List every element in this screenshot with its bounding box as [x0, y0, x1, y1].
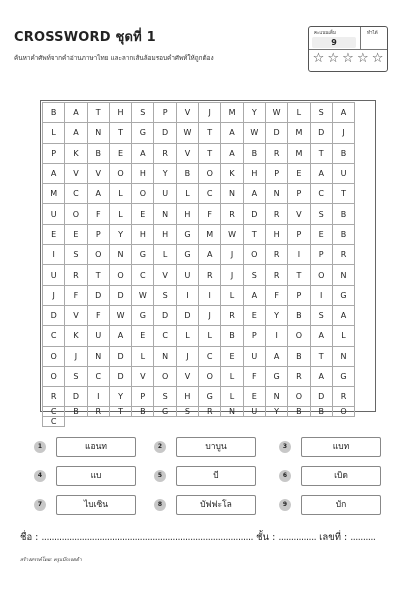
- grid-cell[interactable]: P: [43, 144, 65, 164]
- grid-cell[interactable]: B: [43, 103, 65, 123]
- grid-cell[interactable]: G: [132, 245, 154, 265]
- grid-cell[interactable]: F: [199, 204, 221, 224]
- grid-cell[interactable]: H: [266, 225, 288, 245]
- word-clue: แบ: [56, 466, 136, 486]
- grid-cell[interactable]: J: [221, 245, 243, 265]
- word-clue: บัก: [301, 495, 381, 515]
- score-box: [308, 26, 388, 72]
- grid-cell[interactable]: V: [177, 144, 199, 164]
- grid-cell[interactable]: C: [154, 326, 176, 346]
- grid-cell[interactable]: P: [311, 245, 333, 265]
- grid-cell[interactable]: I: [311, 286, 333, 306]
- grid-cell[interactable]: R: [221, 306, 243, 326]
- grid-cell[interactable]: B: [132, 407, 154, 417]
- word-clue: บี: [176, 466, 256, 486]
- grid-cell[interactable]: B: [221, 326, 243, 346]
- grid-cell[interactable]: E: [43, 225, 65, 245]
- grid-cell[interactable]: U: [154, 184, 176, 204]
- grid-cell[interactable]: I: [199, 286, 221, 306]
- grid-cell[interactable]: E: [65, 225, 87, 245]
- grid-cell[interactable]: L: [199, 326, 221, 346]
- grid-cell[interactable]: U: [244, 407, 266, 417]
- grid-cell[interactable]: L: [110, 204, 132, 224]
- grid-cell[interactable]: D: [177, 306, 199, 326]
- grid-cell[interactable]: O: [43, 367, 65, 387]
- grid-cell[interactable]: L: [333, 326, 355, 346]
- grid-cell[interactable]: P: [266, 164, 288, 184]
- grid-cell[interactable]: K: [221, 164, 243, 184]
- grid-cell[interactable]: A: [88, 184, 110, 204]
- grid-cell[interactable]: P: [132, 387, 154, 407]
- star-icon[interactable]: ☆: [327, 51, 340, 66]
- grid-cell[interactable]: D: [266, 123, 288, 143]
- grid-cell[interactable]: D: [110, 367, 132, 387]
- grid-cell[interactable]: A: [333, 306, 355, 326]
- grid-cell[interactable]: E: [132, 204, 154, 224]
- grid-cell[interactable]: T: [311, 347, 333, 367]
- grid-cell[interactable]: E: [311, 225, 333, 245]
- grid-cell[interactable]: C: [43, 407, 65, 417]
- star-rating: [311, 51, 385, 67]
- grid-cell[interactable]: I: [177, 286, 199, 306]
- grid-cell[interactable]: B: [288, 306, 310, 326]
- grid-cell[interactable]: H: [132, 225, 154, 245]
- grid-cell[interactable]: V: [65, 164, 87, 184]
- grid-cell[interactable]: I: [88, 387, 110, 407]
- grid-cell[interactable]: I: [43, 245, 65, 265]
- grid-cell[interactable]: C: [311, 184, 333, 204]
- grid-cell[interactable]: Y: [110, 225, 132, 245]
- grid-cell[interactable]: A: [65, 103, 87, 123]
- grid-cell[interactable]: T: [199, 123, 221, 143]
- grid-cell[interactable]: E: [244, 387, 266, 407]
- grid-cell[interactable]: T: [199, 144, 221, 164]
- grid-cell[interactable]: G: [177, 245, 199, 265]
- grid-cell[interactable]: L: [43, 123, 65, 143]
- grid-cell[interactable]: H: [244, 164, 266, 184]
- grid-cell[interactable]: N: [110, 245, 132, 265]
- word-clue: บัฟฟะโล: [176, 495, 256, 515]
- grid-cell[interactable]: P: [288, 225, 310, 245]
- grid-cell[interactable]: B: [244, 144, 266, 164]
- grid-cell[interactable]: O: [311, 265, 333, 285]
- star-icon[interactable]: ☆: [356, 51, 369, 66]
- grid-cell[interactable]: R: [221, 204, 243, 224]
- grid-cell[interactable]: D: [154, 306, 176, 326]
- grid-cell[interactable]: M: [199, 225, 221, 245]
- grid-cell[interactable]: L: [177, 326, 199, 346]
- grid-cell[interactable]: F: [88, 204, 110, 224]
- grid-cell[interactable]: C: [65, 184, 87, 204]
- grid-cell[interactable]: U: [88, 326, 110, 346]
- grid-cell[interactable]: B: [333, 225, 355, 245]
- grid-cell[interactable]: T: [110, 407, 132, 417]
- grid-cell[interactable]: P: [244, 326, 266, 346]
- grid-cell[interactable]: V: [65, 306, 87, 326]
- grid-cell[interactable]: A: [333, 103, 355, 123]
- grid-cell[interactable]: A: [244, 184, 266, 204]
- grid-cell[interactable]: E: [110, 144, 132, 164]
- grid-cell[interactable]: Y: [266, 306, 288, 326]
- grid-cell[interactable]: C: [88, 367, 110, 387]
- grid-cell[interactable]: Y: [266, 407, 288, 417]
- grid-cell[interactable]: R: [154, 144, 176, 164]
- word-number-badge: 5: [154, 470, 166, 482]
- grid-cell[interactable]: M: [288, 123, 310, 143]
- grid-cell[interactable]: K: [65, 144, 87, 164]
- star-icon[interactable]: ☆: [371, 51, 384, 66]
- grid-cell[interactable]: N: [221, 407, 243, 417]
- grid-cell[interactable]: T: [88, 103, 110, 123]
- grid-cell[interactable]: L: [132, 347, 154, 367]
- grid-cell[interactable]: M: [221, 103, 243, 123]
- grid-cell[interactable]: M: [43, 184, 65, 204]
- grid-cell[interactable]: R: [333, 387, 355, 407]
- class-label: ชั้น :: [256, 532, 276, 543]
- grid-cell[interactable]: N: [154, 347, 176, 367]
- grid-cell[interactable]: H: [177, 204, 199, 224]
- grid-cell[interactable]: B: [288, 347, 310, 367]
- grid-cell[interactable]: R: [199, 407, 221, 417]
- grid-cell[interactable]: L: [221, 367, 243, 387]
- grid-cell[interactable]: O: [333, 407, 355, 417]
- grid-cell[interactable]: G: [333, 367, 355, 387]
- grid-cell[interactable]: J: [333, 123, 355, 143]
- grid-cell[interactable]: I: [266, 326, 288, 346]
- grid-cell[interactable]: F: [65, 286, 87, 306]
- grid-cell[interactable]: F: [88, 306, 110, 326]
- word-clue: ไบเซิน: [56, 495, 136, 515]
- grid-cell[interactable]: C: [43, 326, 65, 346]
- grid-cell[interactable]: U: [177, 265, 199, 285]
- credit-text: สร้างสรรค์โดย: ครูแบ๊กเจตต้า: [20, 558, 82, 563]
- grid-cell[interactable]: L: [154, 245, 176, 265]
- grid-cell[interactable]: A: [221, 144, 243, 164]
- grid-cell[interactable]: B: [311, 407, 333, 417]
- grid-cell[interactable]: D: [110, 286, 132, 306]
- grid-cell[interactable]: B: [333, 204, 355, 224]
- grid-cell[interactable]: W: [266, 103, 288, 123]
- grid-cell[interactable]: O: [110, 265, 132, 285]
- grid-cell[interactable]: L: [221, 387, 243, 407]
- grid-cell[interactable]: G: [177, 225, 199, 245]
- star-icon[interactable]: ☆: [342, 51, 354, 66]
- grid-cell[interactable]: S: [244, 265, 266, 285]
- grid-cell[interactable]: L: [221, 286, 243, 306]
- grid-cell[interactable]: N: [333, 265, 355, 285]
- word-number-badge: 3: [279, 441, 291, 453]
- grid-cell[interactable]: T: [311, 144, 333, 164]
- grid-cell[interactable]: N: [221, 184, 243, 204]
- full-score-value: 9: [312, 37, 356, 48]
- grid-cell[interactable]: A: [266, 347, 288, 367]
- word-number-badge: 4: [34, 470, 46, 482]
- student-info-line: [20, 530, 388, 545]
- grid-cell[interactable]: O: [110, 164, 132, 184]
- grid-cell[interactable]: R: [43, 387, 65, 407]
- grid-cell[interactable]: B: [88, 144, 110, 164]
- grid-cell[interactable]: D: [154, 123, 176, 143]
- grid-cell[interactable]: P: [88, 225, 110, 245]
- grid-cell[interactable]: C: [43, 417, 65, 427]
- grid-cell[interactable]: S: [177, 407, 199, 417]
- grid-cell[interactable]: C: [132, 265, 154, 285]
- grid-cell[interactable]: V: [177, 103, 199, 123]
- word-number-badge: 6: [279, 470, 291, 482]
- grid-cell[interactable]: D: [43, 306, 65, 326]
- grid-cell[interactable]: H: [177, 387, 199, 407]
- grid-cell[interactable]: R: [65, 265, 87, 285]
- grid-cell[interactable]: L: [110, 184, 132, 204]
- word-search-grid: [42, 102, 355, 427]
- grid-cell[interactable]: J: [221, 265, 243, 285]
- grid-cell[interactable]: R: [199, 265, 221, 285]
- grid-cell[interactable]: C: [199, 347, 221, 367]
- grid-cell[interactable]: F: [244, 367, 266, 387]
- score-divider: [360, 27, 361, 49]
- grid-cell[interactable]: D: [311, 387, 333, 407]
- grid-cell[interactable]: V: [288, 204, 310, 224]
- grid-cell[interactable]: R: [266, 204, 288, 224]
- word-clue: แอนท: [56, 437, 136, 457]
- grid-cell[interactable]: U: [244, 347, 266, 367]
- word-number-badge: 7: [34, 499, 46, 511]
- grid-cell[interactable]: O: [199, 164, 221, 184]
- grid-cell[interactable]: D: [311, 123, 333, 143]
- grid-cell[interactable]: Y: [244, 103, 266, 123]
- grid-cell[interactable]: S: [311, 204, 333, 224]
- grid-cell[interactable]: O: [288, 387, 310, 407]
- grid-cell[interactable]: L: [288, 103, 310, 123]
- grid-cell[interactable]: J: [65, 347, 87, 367]
- word-clue: แบท: [301, 437, 381, 457]
- grid-cell[interactable]: V: [154, 265, 176, 285]
- grid-cell[interactable]: T: [288, 265, 310, 285]
- grid-cell[interactable]: B: [177, 164, 199, 184]
- class-field[interactable]: ...............: [278, 532, 317, 543]
- grid-cell[interactable]: A: [221, 123, 243, 143]
- grid-cell[interactable]: A: [199, 245, 221, 265]
- name-field[interactable]: ....................................................................................: [41, 532, 254, 543]
- grid-cell[interactable]: A: [110, 326, 132, 346]
- grid-cell[interactable]: P: [288, 286, 310, 306]
- grid-cell[interactable]: E: [221, 347, 243, 367]
- grid-cell[interactable]: V: [88, 164, 110, 184]
- grid-cell[interactable]: H: [154, 225, 176, 245]
- word-number-badge: 2: [154, 441, 166, 453]
- full-score-label: คะแนนเต็ม: [314, 31, 336, 36]
- grid-cell[interactable]: U: [43, 265, 65, 285]
- grid-cell[interactable]: P: [288, 184, 310, 204]
- grid-cell[interactable]: E: [244, 306, 266, 326]
- grid-cell[interactable]: N: [88, 347, 110, 367]
- grid-cell[interactable]: A: [65, 123, 87, 143]
- grid-cell[interactable]: S: [154, 387, 176, 407]
- grid-cell[interactable]: A: [244, 286, 266, 306]
- grid-cell[interactable]: G: [266, 367, 288, 387]
- worksheet-title: CROSSWORD ชุดที่ 1: [14, 30, 156, 45]
- grid-cell[interactable]: N: [88, 123, 110, 143]
- grid-cell[interactable]: N: [266, 387, 288, 407]
- grid-cell[interactable]: S: [132, 103, 154, 123]
- grid-cell[interactable]: W: [221, 225, 243, 245]
- grid-cell[interactable]: L: [177, 184, 199, 204]
- grid-cell[interactable]: O: [244, 245, 266, 265]
- grid-cell[interactable]: S: [65, 367, 87, 387]
- grid-cell[interactable]: S: [311, 103, 333, 123]
- grid-cell[interactable]: O: [154, 367, 176, 387]
- grid-cell[interactable]: A: [311, 164, 333, 184]
- grid-cell[interactable]: D: [88, 286, 110, 306]
- grid-cell[interactable]: U: [43, 204, 65, 224]
- grid-cell[interactable]: J: [177, 347, 199, 367]
- grid-cell[interactable]: W: [110, 306, 132, 326]
- grid-cell[interactable]: A: [43, 164, 65, 184]
- grid-cell[interactable]: A: [132, 144, 154, 164]
- grid-cell[interactable]: J: [199, 306, 221, 326]
- grid-cell[interactable]: T: [244, 225, 266, 245]
- grid-cell[interactable]: I: [288, 245, 310, 265]
- grid-cell[interactable]: N: [333, 347, 355, 367]
- grid-cell[interactable]: V: [177, 367, 199, 387]
- grid-cell[interactable]: R: [266, 144, 288, 164]
- number-field[interactable]: ..........: [350, 532, 376, 543]
- grid-cell[interactable]: J: [43, 286, 65, 306]
- grid-cell[interactable]: K: [65, 326, 87, 346]
- grid-cell[interactable]: O: [199, 367, 221, 387]
- grid-cell[interactable]: R: [266, 265, 288, 285]
- star-icon[interactable]: ☆: [312, 51, 325, 66]
- grid-cell[interactable]: G: [132, 123, 154, 143]
- grid-cell[interactable]: T: [88, 265, 110, 285]
- grid-cell[interactable]: J: [199, 103, 221, 123]
- score-separator: [309, 49, 387, 50]
- word-clue: เบิด: [301, 466, 381, 486]
- grid-cell[interactable]: R: [88, 407, 110, 417]
- word-number-badge: 1: [34, 441, 46, 453]
- grid-cell[interactable]: B: [288, 407, 310, 417]
- grid-cell[interactable]: C: [199, 184, 221, 204]
- grid-cell[interactable]: O: [288, 326, 310, 346]
- word-number-badge: 9: [279, 499, 291, 511]
- grid-cell[interactable]: H: [110, 103, 132, 123]
- grid-cell[interactable]: N: [154, 204, 176, 224]
- grid-cell[interactable]: M: [288, 144, 310, 164]
- grid-cell[interactable]: R: [288, 367, 310, 387]
- grid-cell[interactable]: P: [154, 103, 176, 123]
- grid-cell[interactable]: D: [244, 204, 266, 224]
- grid-cell[interactable]: R: [333, 245, 355, 265]
- grid-cell[interactable]: Y: [110, 387, 132, 407]
- grid-cell[interactable]: G: [199, 387, 221, 407]
- grid-cell[interactable]: T: [110, 123, 132, 143]
- grid-cell[interactable]: D: [110, 347, 132, 367]
- grid-cell[interactable]: A: [311, 326, 333, 346]
- grid-cell[interactable]: A: [311, 367, 333, 387]
- number-label: เลขที่ :: [319, 532, 348, 543]
- grid-cell[interactable]: G: [132, 306, 154, 326]
- word-clue: บาบูน: [176, 437, 256, 457]
- grid-cell[interactable]: E: [288, 164, 310, 184]
- grid-cell[interactable]: O: [132, 184, 154, 204]
- grid-cell[interactable]: B: [333, 144, 355, 164]
- grid-cell[interactable]: S: [154, 286, 176, 306]
- grid-cell[interactable]: N: [266, 184, 288, 204]
- grid-cell[interactable]: H: [132, 164, 154, 184]
- grid-cell[interactable]: Y: [154, 164, 176, 184]
- grid-cell[interactable]: O: [43, 347, 65, 367]
- grid-cell[interactable]: U: [333, 164, 355, 184]
- grid-cell[interactable]: D: [65, 387, 87, 407]
- grid-cell[interactable]: T: [333, 184, 355, 204]
- grid-cell[interactable]: B: [65, 407, 87, 417]
- grid-cell[interactable]: G: [154, 407, 176, 417]
- obtained-score-label: ทำได้: [367, 31, 378, 36]
- grid-cell[interactable]: W: [177, 123, 199, 143]
- name-label: ชื่อ :: [20, 532, 39, 543]
- grid-cell[interactable]: O: [88, 245, 110, 265]
- grid-cell[interactable]: G: [333, 286, 355, 306]
- grid-cell[interactable]: S: [65, 245, 87, 265]
- grid-cell[interactable]: R: [266, 245, 288, 265]
- grid-cell[interactable]: E: [132, 326, 154, 346]
- grid-cell[interactable]: F: [266, 286, 288, 306]
- word-number-badge: 8: [154, 499, 166, 511]
- grid-cell[interactable]: S: [311, 306, 333, 326]
- grid-cell[interactable]: W: [244, 123, 266, 143]
- grid-cell[interactable]: W: [132, 286, 154, 306]
- grid-cell[interactable]: V: [132, 367, 154, 387]
- instructions: ค้นหาคำศัพท์จากคำอ่านภาษาไทย และลากเส้นล้อมรอบคำศัพท์ให้ถูกต้อง: [14, 54, 214, 62]
- grid-cell[interactable]: O: [65, 204, 87, 224]
